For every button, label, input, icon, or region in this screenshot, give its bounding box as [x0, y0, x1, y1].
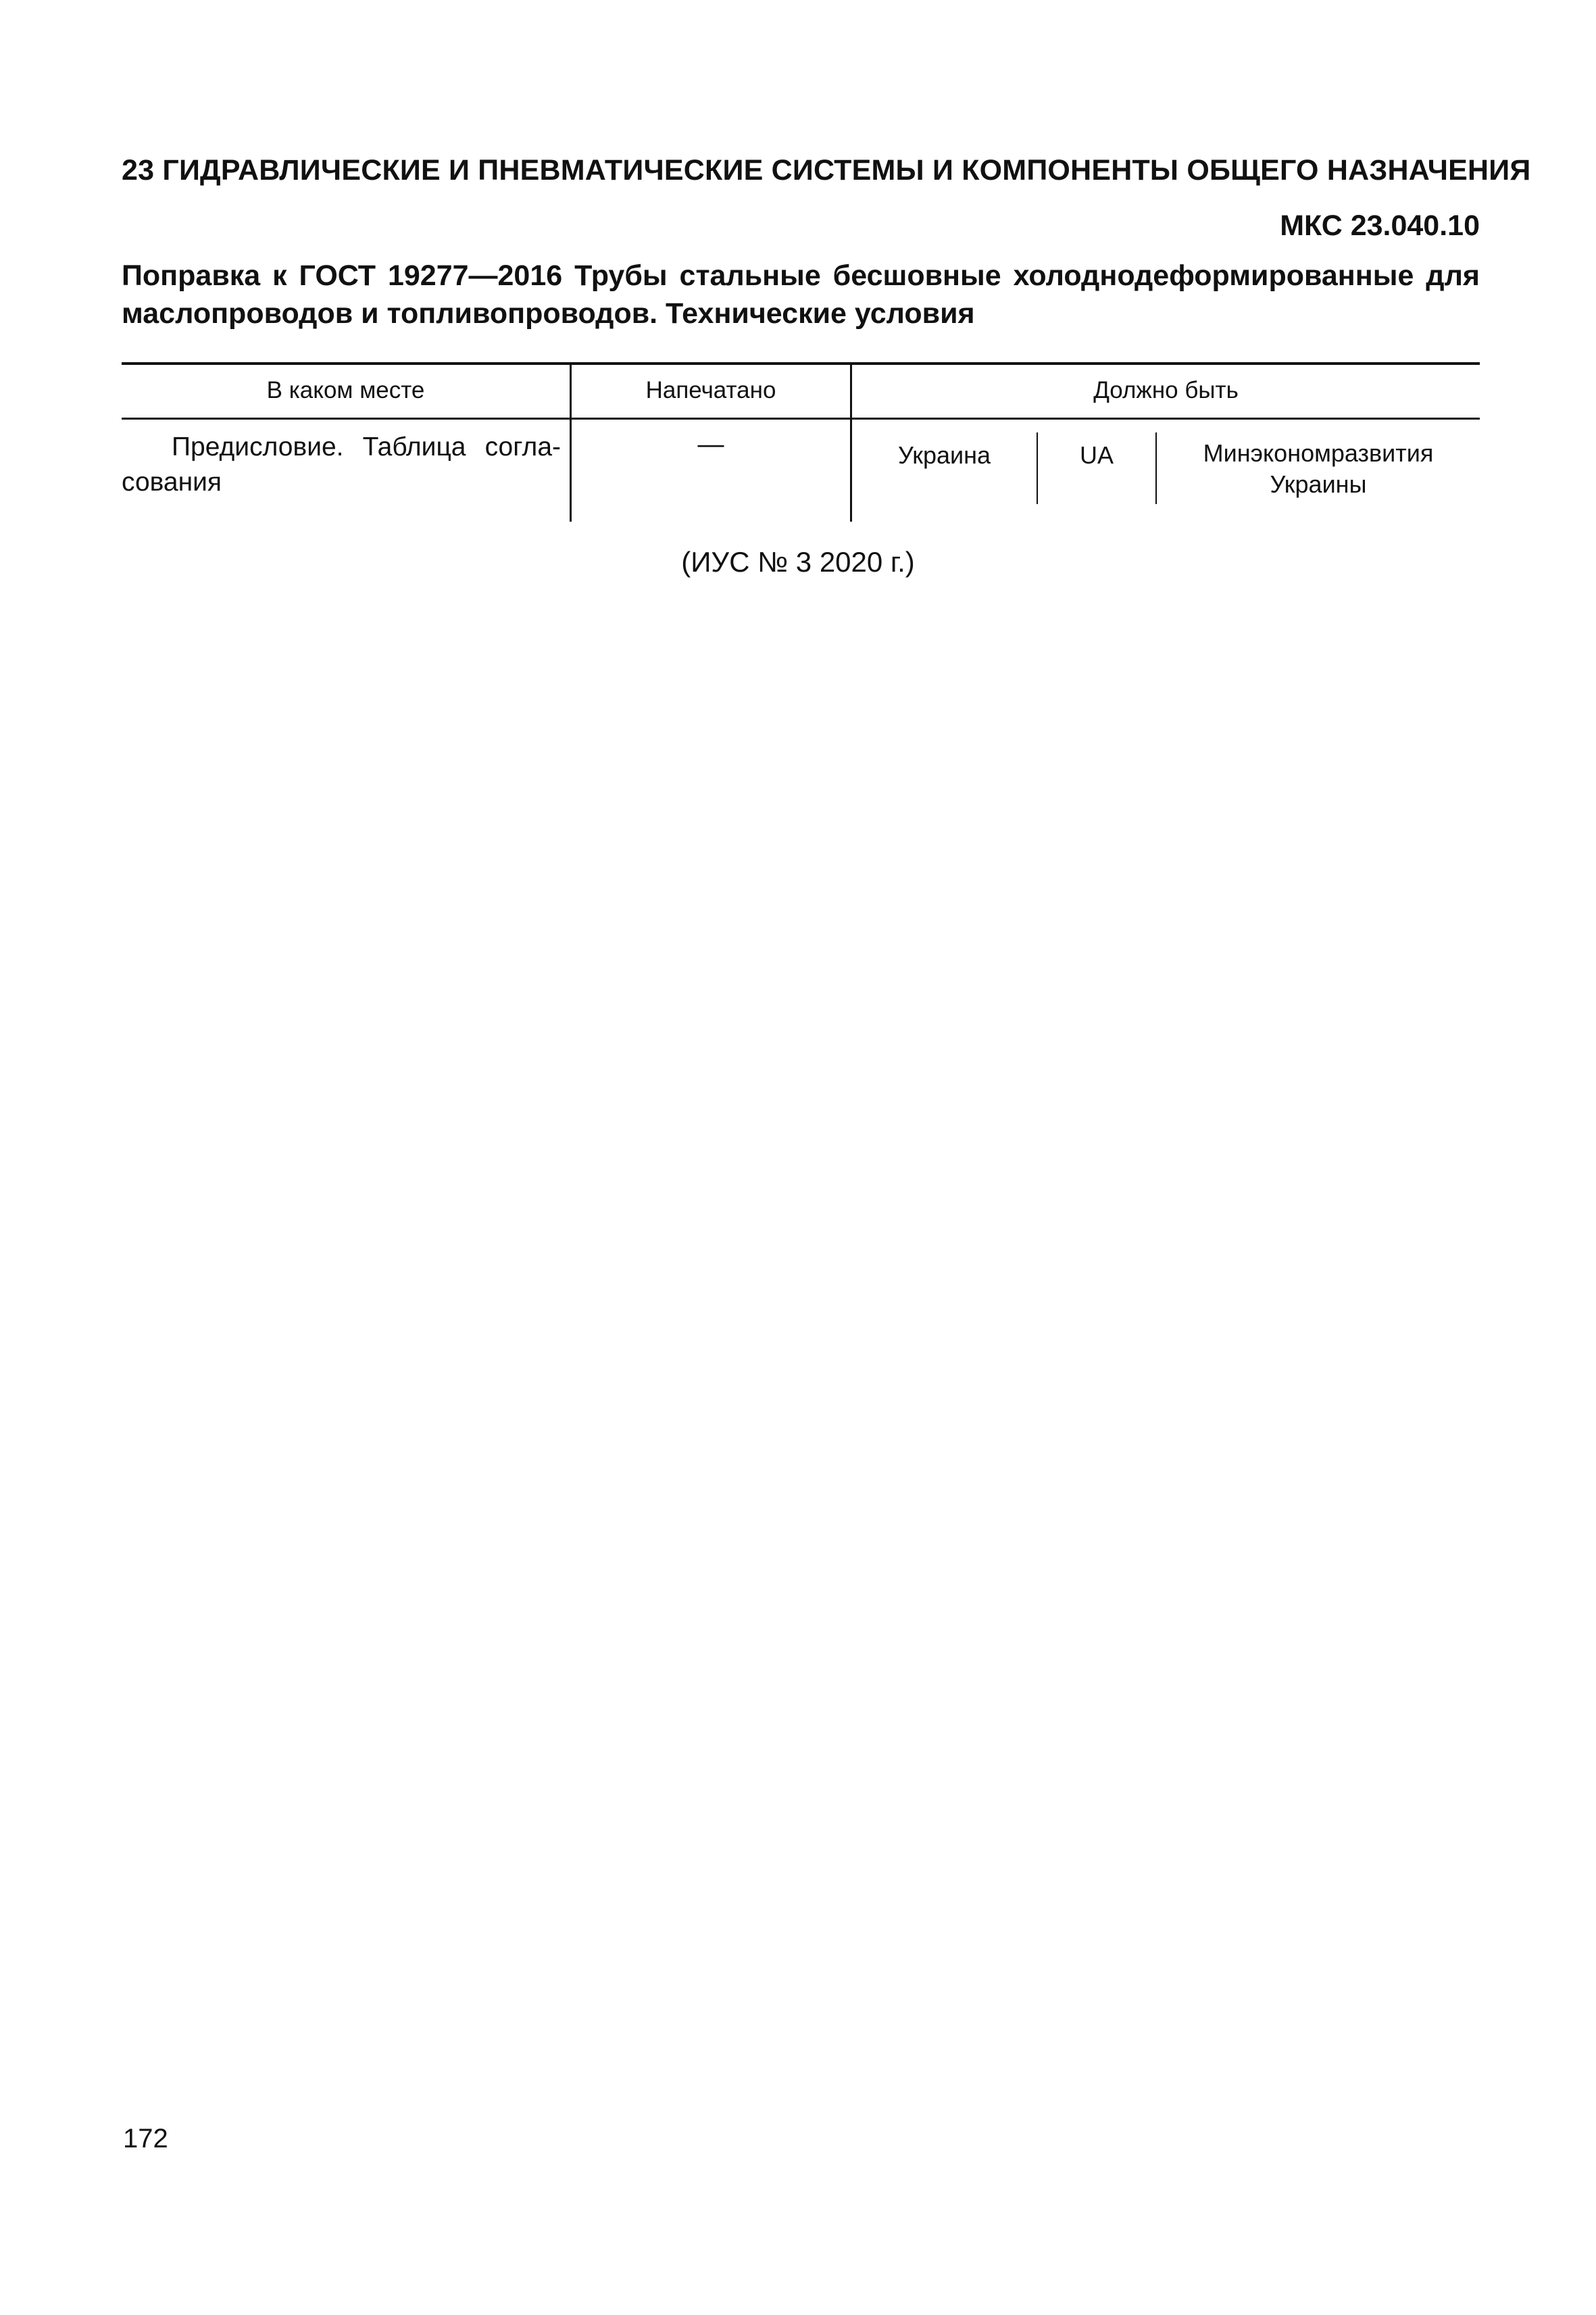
page-number: 172 [123, 2124, 168, 2154]
cell-organization-line-2: Украины [1270, 470, 1367, 498]
cell-place [122, 430, 561, 500]
cell-place-line-2: сования [122, 468, 222, 497]
header-place: В каком месте [266, 377, 425, 403]
table-top-rule [122, 362, 1480, 365]
ius-note [0, 546, 1596, 578]
section-heading: 23 ГИДРАВЛИЧЕСКИЕ И ПНЕВМАТИЧЕСКИЕ СИСТЕМЫ И КОМПОНЕНТЫ ОБЩЕГО НАЗНАЧЕНИЯ [122, 154, 1531, 186]
correction-table [122, 362, 1480, 524]
cell-organization [1157, 438, 1480, 500]
amendment-title-line-2: маслопроводов и топливопроводов. Технические условия [122, 297, 975, 330]
ius-note-text: (ИУС № 3 2020 г.) [681, 546, 915, 578]
table-header-rule [122, 418, 1480, 420]
cell-place-line-1: Предисловие. Таблица согла- [172, 432, 561, 462]
amendment-title-line-1: Поправка к ГОСТ 19277—2016 Трубы стальные бесшовные холоднодеформированные для [122, 259, 1480, 292]
mks-code: МКС 23.040.10 [1280, 209, 1480, 242]
cell-country: Украина [897, 441, 991, 469]
cell-printed: — [697, 430, 724, 459]
cell-organization-line-1: Минэкономразвития [1203, 439, 1434, 467]
header-should-be: Должно быть [1093, 377, 1239, 403]
cell-country-code: UA [1079, 441, 1114, 469]
header-printed: Напечатано [645, 377, 776, 403]
amendment-title [122, 257, 1480, 332]
